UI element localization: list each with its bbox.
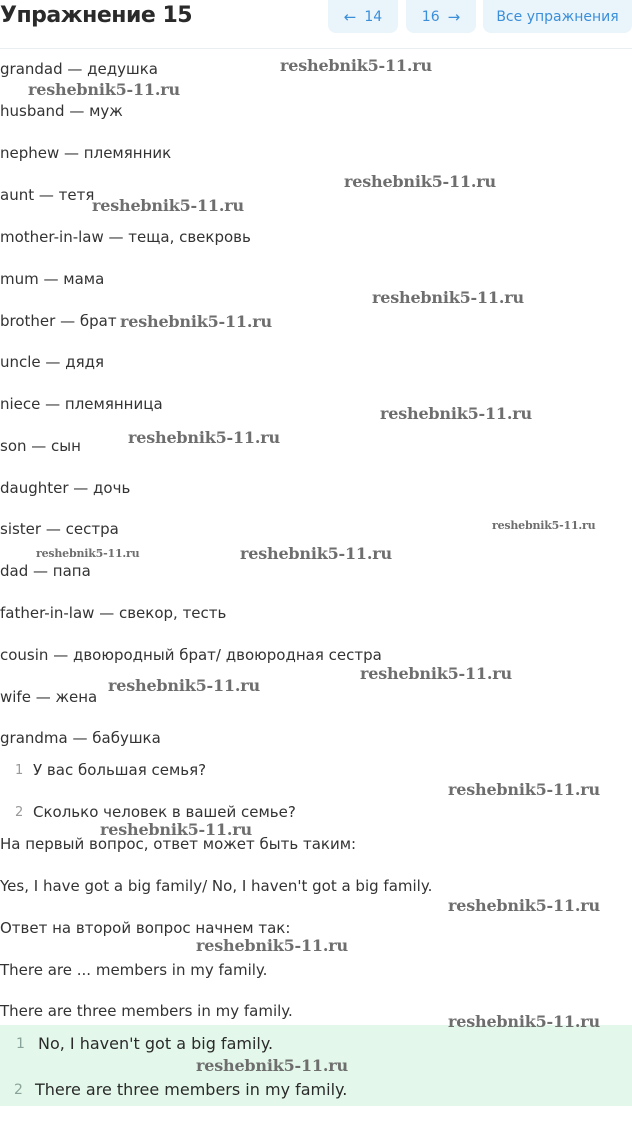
answer-text: There are three members in my family. xyxy=(35,1080,348,1099)
prev-exercise-label: 14 xyxy=(364,8,383,25)
question-text: Сколько человек в вашей семье? xyxy=(33,803,296,821)
watermark: reshebnik5-11.ru xyxy=(100,820,252,839)
all-exercises-button[interactable] xyxy=(483,0,632,33)
vocab-item: niece — племянница xyxy=(0,395,163,413)
question-number: 1 xyxy=(15,763,24,778)
explanation-text: На первый вопрос, ответ может быть таким: xyxy=(0,835,357,853)
watermark: reshebnik5-11.ru xyxy=(280,56,432,75)
vocab-item: son — сын xyxy=(0,437,81,455)
explanation-text: Ответ на второй вопрос начнем так: xyxy=(0,919,291,937)
question-text: У вас большая семья? xyxy=(33,761,207,779)
watermark: reshebnik5-11.ru xyxy=(92,196,244,215)
question-number: 2 xyxy=(15,805,24,820)
vocab-item: wife — жена xyxy=(0,688,98,706)
vocab-item: dad — папа xyxy=(0,562,91,580)
vocab-item: grandma — бабушка xyxy=(0,729,161,747)
prev-exercise-button[interactable] xyxy=(328,0,398,33)
watermark: reshebnik5-11.ru xyxy=(372,288,524,307)
vocab-item: sister — сестра xyxy=(0,520,119,538)
next-exercise-label: 16 xyxy=(421,8,440,25)
watermark: reshebnik5-11.ru xyxy=(344,172,496,191)
vocab-item: grandad — дедушка xyxy=(0,60,158,78)
vocab-item: daughter — дочь xyxy=(0,479,131,497)
all-exercises-label: Все упражнения xyxy=(496,8,619,25)
watermark: reshebnik5-11.ru xyxy=(448,780,600,799)
watermark: reshebnik5-11.ru xyxy=(492,519,596,532)
vocab-item: husband — муж xyxy=(0,102,123,120)
answer-text: No, I haven't got a big family. xyxy=(38,1034,274,1053)
watermark: reshebnik5-11.ru xyxy=(28,80,180,99)
vocab-item: uncle — дядя xyxy=(0,353,104,371)
header-bar xyxy=(0,0,632,49)
arrow-left-icon: ← xyxy=(343,7,357,26)
watermark: reshebnik5-11.ru xyxy=(108,676,260,695)
vocab-item: nephew — племянник xyxy=(0,144,172,162)
explanation-text: Yes, I have got a big family/ No, I haven't got a big family. xyxy=(0,877,433,895)
next-exercise-button[interactable] xyxy=(406,0,476,33)
watermark: reshebnik5-11.ru xyxy=(196,936,348,955)
watermark: reshebnik5-11.ru xyxy=(36,547,140,560)
explanation-text: There are three members in my family. xyxy=(0,1002,293,1020)
vocab-item: cousin — двоюродный брат/ двоюродная сестра xyxy=(0,646,382,664)
page-title: Упражнение 15 xyxy=(0,3,193,28)
watermark: reshebnik5-11.ru xyxy=(240,544,392,563)
vocab-item: mum — мама xyxy=(0,270,105,288)
watermark: reshebnik5-11.ru xyxy=(448,1012,600,1031)
watermark: reshebnik5-11.ru xyxy=(120,312,272,331)
answer-number: 1 xyxy=(16,1036,25,1052)
watermark: reshebnik5-11.ru xyxy=(380,404,532,423)
watermark: reshebnik5-11.ru xyxy=(196,1056,348,1075)
explanation-text: There are ... members in my family. xyxy=(0,961,268,979)
watermark: reshebnik5-11.ru xyxy=(448,896,600,915)
watermark: reshebnik5-11.ru xyxy=(360,664,512,683)
vocab-item: father-in-law — свекор, тесть xyxy=(0,604,227,622)
vocab-item: mother-in-law — теща, свекровь xyxy=(0,228,251,246)
vocab-item: brother — брат xyxy=(0,312,117,330)
vocab-item: aunt — тетя xyxy=(0,186,95,204)
watermark: reshebnik5-11.ru xyxy=(128,428,280,447)
answer-number: 2 xyxy=(14,1082,23,1098)
arrow-right-icon: → xyxy=(447,7,461,26)
